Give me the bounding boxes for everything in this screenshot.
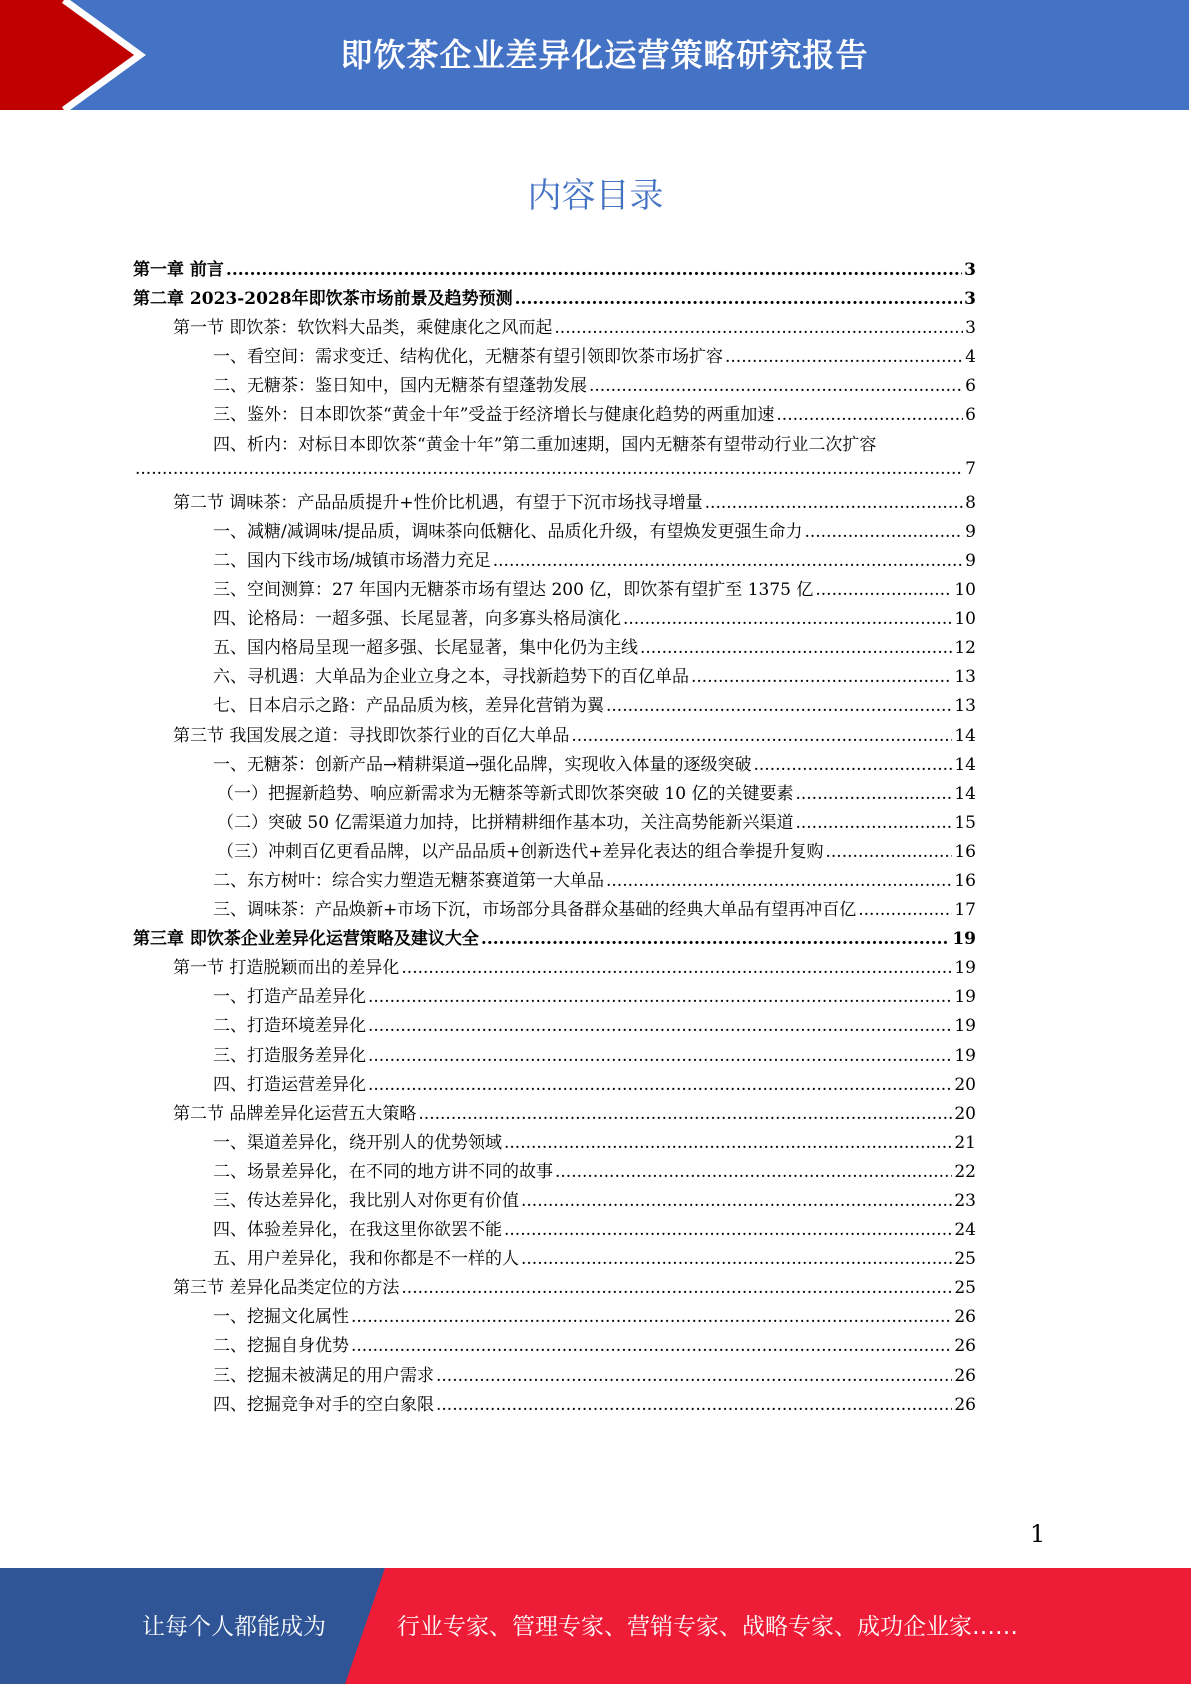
dot-leader (858, 900, 952, 920)
footer-slogan-left: 让每个人都能成为 (142, 1614, 326, 1640)
toc-entry[interactable] (133, 837, 976, 866)
toc-entry-page: 21 (954, 1132, 976, 1153)
toc-entry-title: 一、无糖茶：创新产品→精耕渠道→强化品牌，实现收入体量的逐级突破 (213, 754, 752, 775)
toc-entry-page: 26 (954, 1307, 976, 1328)
toc-entry-page: 24 (954, 1220, 976, 1241)
toc-entry[interactable] (133, 750, 976, 779)
toc-entry[interactable] (133, 721, 976, 750)
toc-entry-page: 9 (965, 550, 976, 571)
toc-entry[interactable] (133, 924, 976, 953)
toc-entry[interactable] (133, 866, 976, 895)
toc-entry-title: 一、挖掘文化属性 (213, 1307, 349, 1328)
toc-entry[interactable] (133, 1011, 976, 1040)
dot-leader (368, 1016, 952, 1036)
toc-entry-page: 6 (965, 405, 976, 426)
toc-entry[interactable] (133, 982, 976, 1011)
toc-entry-title: 三、挖掘未被满足的用户需求 (213, 1365, 434, 1386)
toc-entry[interactable] (133, 1390, 976, 1419)
toc-entry-page: 8 (965, 492, 976, 513)
toc-entry-title: 第三节 差异化品类定位的方法 (173, 1278, 400, 1299)
toc-entry[interactable] (133, 662, 976, 691)
dot-leader (436, 1366, 952, 1386)
dot-leader (640, 638, 952, 658)
dot-leader (804, 522, 963, 542)
toc-entry-title: （三）冲刺百亿更看品牌，以产品品质+创新迭代+差异化表达的组合拳提升复购 (217, 841, 824, 862)
toc-entry-title: 四、论格局：一超多强、长尾显著，向多寡头格局演化 (213, 609, 621, 630)
dot-leader (135, 459, 963, 479)
dot-leader (521, 1191, 952, 1211)
toc-entry-page: 25 (954, 1249, 976, 1270)
footer-slogan-right: 行业专家、管理专家、营销专家、战略专家、成功企业家…… (397, 1614, 1018, 1640)
toc-entry-page: 20 (954, 1074, 976, 1095)
report-header-banner (0, 0, 1189, 110)
toc-entry-title: 一、减糖/减调味/提品质，调味茶向低糖化、品质化升级，有望焕发更强生命力 (213, 521, 803, 542)
toc-entry-title: 二、东方树叶：综合实力塑造无糖茶赛道第一大单品 (213, 870, 604, 891)
toc-entry-page: 4 (965, 347, 976, 368)
dot-leader (401, 1278, 952, 1298)
toc-heading: 内容目录 (527, 176, 664, 216)
toc-entry-page: 23 (954, 1191, 976, 1211)
toc-entry-continuation[interactable] (133, 459, 976, 488)
toc-entry[interactable] (133, 313, 976, 342)
toc-entry-page: 13 (954, 667, 976, 688)
toc-entry-page: 3 (964, 260, 976, 280)
toc-entry[interactable] (133, 1244, 976, 1273)
toc-entry-page: 26 (954, 1394, 976, 1415)
toc-entry[interactable] (133, 430, 976, 459)
toc-entry-page: 3 (964, 289, 976, 310)
toc-entry[interactable] (133, 342, 976, 371)
toc-entry[interactable] (133, 255, 976, 284)
toc-entry[interactable] (133, 400, 976, 429)
toc-entry-title: 第二节 调味茶：产品品质提升+性价比机遇，有望于下沉市场找寻增量 (173, 492, 703, 513)
dot-leader (555, 1162, 952, 1182)
dot-leader (815, 580, 952, 600)
dot-leader (571, 726, 952, 746)
footer-banner (0, 1568, 1191, 1684)
toc-entry-page: 14 (954, 725, 976, 746)
toc-entry-page: 10 (954, 580, 976, 601)
toc-entry[interactable] (133, 517, 976, 546)
toc-entry-page: 25 (954, 1278, 976, 1299)
dot-leader (725, 347, 963, 367)
dot-leader (606, 696, 952, 716)
toc-entry-title: 二、挖掘自身优势 (213, 1336, 349, 1357)
dot-leader (826, 842, 953, 862)
dot-leader (795, 784, 952, 804)
dot-leader (493, 551, 963, 571)
toc-entry[interactable] (133, 895, 976, 924)
dot-leader (521, 1249, 952, 1269)
toc-entry[interactable] (133, 953, 976, 982)
toc-entry-page: 10 (954, 609, 976, 630)
toc-entry[interactable] (133, 1099, 976, 1128)
table-of-contents (133, 255, 976, 1419)
toc-entry-title: 二、打造环境差异化 (213, 1016, 366, 1037)
toc-entry-title: 一、渠道差异化，绕开别人的优势领域 (213, 1132, 502, 1153)
toc-entry[interactable] (133, 1157, 976, 1186)
toc-entry[interactable] (133, 1302, 976, 1331)
toc-entry[interactable] (133, 1215, 976, 1244)
dot-leader (226, 260, 962, 280)
toc-entry-title: 第二章 2023-2028年即饮茶市场前景及趋势预测 (133, 289, 513, 310)
toc-entry-title: 四、析内：对标日本即饮茶“黄金十年”第二重加速期，国内无糖茶有望带动行业二次扩容 (213, 434, 877, 455)
toc-entry[interactable] (133, 546, 976, 575)
dot-leader (705, 493, 964, 513)
toc-entry-title: 第三章 即饮茶企业差异化运营策略及建议大全 (133, 929, 479, 950)
toc-entry-title: 三、调味茶：产品焕新+市场下沉，市场部分具备群众基础的经典大单品有望再冲百亿 (213, 900, 857, 921)
toc-entry-page: 16 (954, 870, 976, 891)
toc-entry[interactable] (133, 1070, 976, 1099)
toc-entry-title: 三、鉴外：日本即饮茶“黄金十年”受益于经济增长与健康化趋势的两重加速 (213, 405, 775, 426)
toc-entry-title: 五、用户差异化，我和你都是不一样的人 (213, 1249, 519, 1270)
dot-leader (554, 318, 963, 338)
toc-entry-page: 26 (954, 1336, 976, 1357)
toc-entry-page: 26 (954, 1365, 976, 1386)
toc-entry-title: 五、国内格局呈现一超多强、长尾显著，集中化仍为主线 (213, 638, 638, 659)
toc-entry[interactable] (133, 808, 976, 837)
dot-leader (481, 929, 950, 949)
dot-leader (754, 755, 953, 775)
toc-entry-page: 15 (954, 812, 976, 833)
toc-entry-page: 19 (954, 1016, 976, 1037)
toc-entry-title: 三、打造服务差异化 (213, 1045, 366, 1066)
toc-entry-title: 四、体验差异化，在我这里你欲罢不能 (213, 1220, 502, 1241)
dot-leader (368, 1046, 952, 1066)
toc-entry[interactable] (133, 575, 976, 604)
dot-leader (515, 289, 963, 309)
dot-leader (504, 1220, 952, 1240)
dot-leader (623, 609, 952, 629)
dot-leader (401, 958, 952, 978)
dot-leader (795, 813, 952, 833)
report-title: 即饮茶企业差异化运营策略研究报告 (340, 36, 869, 74)
toc-entry[interactable] (133, 488, 976, 517)
toc-entry-title: 第一章 前言 (133, 260, 224, 280)
toc-entry[interactable] (133, 284, 976, 313)
toc-entry-page: 20 (954, 1103, 976, 1124)
dot-leader (776, 405, 963, 425)
toc-entry-page: 12 (954, 638, 976, 659)
toc-entry[interactable] (133, 1273, 976, 1302)
toc-entry[interactable] (133, 1331, 976, 1360)
toc-entry[interactable] (133, 691, 976, 720)
toc-entry-title: 二、国内下线市场/城镇市场潜力充足 (213, 550, 491, 571)
toc-entry-title: （二）突破 50 亿需渠道力加持，比拼精耕细作基本功，关注高势能新兴渠道 (217, 812, 794, 833)
toc-entry-title: 二、场景差异化，在不同的地方讲不同的故事 (213, 1161, 553, 1182)
toc-entry-title: 四、打造运营差异化 (213, 1074, 366, 1095)
toc-entry-title: 第一节 打造脱颖而出的差异化 (173, 958, 400, 979)
toc-entry[interactable] (133, 371, 976, 400)
toc-entry-title: 第三节 我国发展之道：寻找即饮茶行业的百亿大单品 (173, 725, 570, 746)
toc-entry-page: 19 (954, 958, 976, 979)
toc-entry-title: 一、打造产品差异化 (213, 987, 366, 1008)
toc-entry-page: 16 (954, 841, 976, 862)
dot-leader (418, 1104, 952, 1124)
toc-entry-page: 17 (954, 900, 976, 921)
page-number: 1 (1030, 1520, 1046, 1548)
toc-entry[interactable] (133, 1041, 976, 1070)
toc-entry-page: 7 (965, 458, 976, 479)
toc-entry[interactable] (133, 633, 976, 662)
dot-leader (368, 1075, 952, 1095)
toc-entry-title: 四、挖掘竞争对手的空白象限 (213, 1394, 434, 1415)
dot-leader (368, 987, 952, 1007)
dot-leader (691, 667, 952, 687)
toc-entry-title: 三、传达差异化，我比别人对你更有价值 (213, 1191, 519, 1211)
toc-entry-title: 七、日本启示之路：产品品质为核，差异化营销为翼 (213, 696, 604, 717)
toc-entry[interactable] (133, 1361, 976, 1390)
toc-entry-title: 三、空间测算：27 年国内无糖茶市场有望达 200 亿，即饮茶有望扩至 1375 亿 (213, 580, 814, 601)
dot-leader (606, 871, 952, 891)
toc-entry-page: 19 (954, 1045, 976, 1066)
toc-entry-page: 19 (952, 929, 976, 950)
toc-entry[interactable] (133, 1186, 976, 1215)
toc-entry-title: 二、无糖茶：鉴日知中，国内无糖茶有望蓬勃发展 (213, 376, 587, 397)
toc-entry-page: 3 (965, 318, 976, 339)
toc-entry-title: 六、寻机遇：大单品为企业立身之本，寻找新趋势下的百亿单品 (213, 667, 689, 688)
toc-entry[interactable] (133, 604, 976, 633)
toc-entry-page: 19 (954, 987, 976, 1008)
toc-entry-page: 13 (954, 696, 976, 717)
toc-entry-page: 9 (965, 521, 976, 542)
toc-entry-title: 第二节 品牌差异化运营五大策略 (173, 1103, 417, 1124)
toc-entry-title: （一）把握新趋势、响应新需求为无糖茶等新式即饮茶突破 10 亿的关键要素 (217, 783, 794, 804)
toc-entry-page: 14 (954, 754, 976, 775)
toc-entry-title: 第一节 即饮茶：软饮料大品类，乘健康化之风而起 (173, 318, 553, 339)
toc-entry-title: 一、看空间：需求变迁、结构优化，无糖茶有望引领即饮茶市场扩容 (213, 347, 723, 368)
dot-leader (436, 1395, 952, 1415)
dot-leader (504, 1133, 952, 1153)
toc-entry-page: 6 (965, 376, 976, 397)
dot-leader (351, 1307, 952, 1327)
toc-entry-page: 14 (954, 783, 976, 804)
dot-leader (589, 376, 963, 396)
toc-entry-page: 22 (954, 1161, 976, 1182)
toc-entry[interactable] (133, 1128, 976, 1157)
dot-leader (351, 1336, 952, 1356)
toc-entry[interactable] (133, 779, 976, 808)
